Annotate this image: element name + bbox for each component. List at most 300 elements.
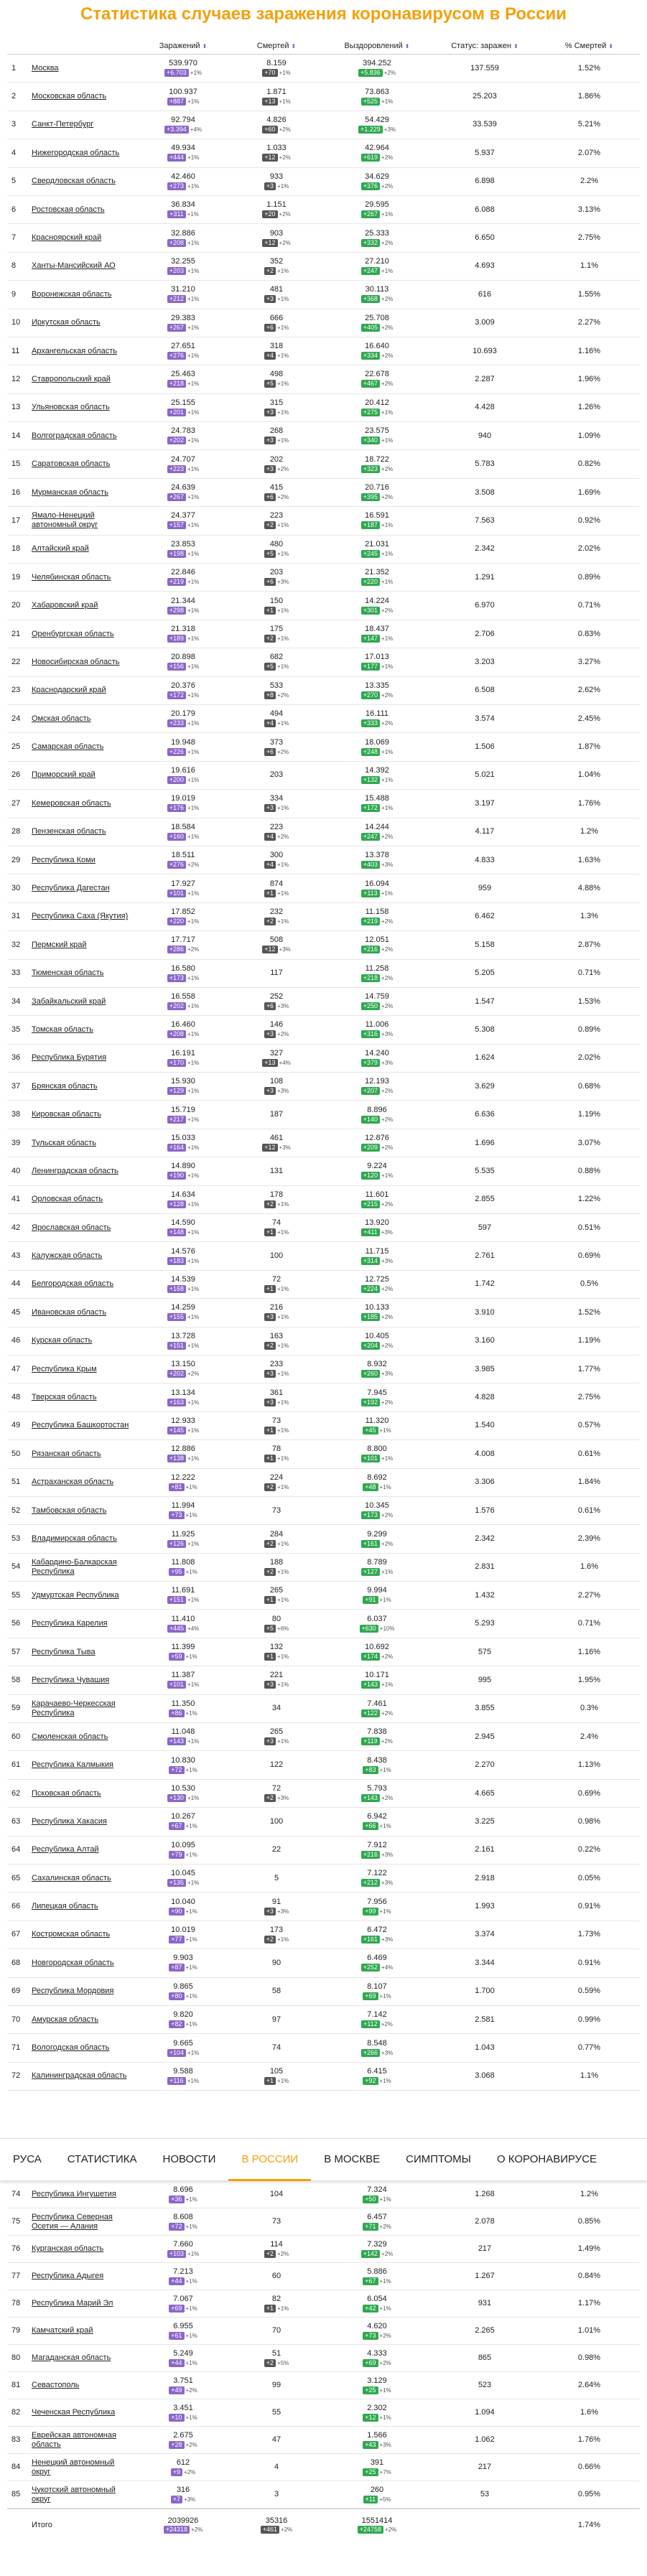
- region-link[interactable]: Калининградская область: [32, 2071, 127, 2081]
- header-infected[interactable]: [136, 42, 230, 50]
- infected-percent: +1%: [185, 1992, 197, 1999]
- region-link[interactable]: Тамбовская область: [32, 1506, 107, 1515]
- region-link[interactable]: Нижегородская область: [32, 148, 120, 157]
- recovered-value: 12.193: [365, 1077, 389, 1086]
- table-row: [7, 2318, 640, 2345]
- infected-value: 8.696: [173, 2185, 193, 2194]
- sort-arrows-icon[interactable]: ⬍: [404, 42, 410, 50]
- region-link[interactable]: Ставропольский край: [32, 374, 111, 383]
- infected-value: 16.460: [171, 1020, 195, 1030]
- mortality-cell: [539, 347, 640, 356]
- mortality-value: 0.57%: [577, 1421, 601, 1430]
- recovered-cell: [323, 851, 431, 869]
- infected-cell: [136, 1389, 230, 1407]
- deaths-delta-badge: +1: [264, 1427, 276, 1434]
- region-cell: [29, 2015, 136, 2025]
- region-link[interactable]: Хабаровский край: [32, 601, 98, 610]
- infected-delta-badge: +276: [167, 352, 186, 360]
- infected-delta-badge: +168: [167, 1285, 186, 1293]
- region-link[interactable]: Магаданская область: [32, 2353, 111, 2362]
- region-link[interactable]: Самарская область: [32, 742, 104, 752]
- active-value: 616: [478, 289, 492, 299]
- region-link[interactable]: Ростовская область: [32, 205, 105, 214]
- infected-percent: +1%: [187, 211, 199, 218]
- row-number-value: 50: [11, 1449, 21, 1458]
- row-number-value: 78: [11, 2299, 21, 2307]
- recovered-delta-badge: +71: [363, 2223, 378, 2231]
- recovered-value: 12.051: [365, 935, 389, 945]
- deaths-delta-badge: +1: [264, 890, 276, 897]
- recovered-delta-badge: +209: [361, 1144, 380, 1152]
- region-link[interactable]: Ярославская область: [32, 1223, 111, 1232]
- nav-item-4[interactable]: В МОСКВЕ: [324, 2153, 381, 2165]
- recovered-percent: +2%: [381, 1512, 394, 1519]
- sort-arrows-icon[interactable]: ⬍: [291, 42, 297, 50]
- infected-percent: +2%: [187, 946, 200, 953]
- region-cell: [29, 1450, 136, 1459]
- deaths-delta-badge: +20: [262, 210, 277, 218]
- deaths-delta-badge: +2: [264, 918, 276, 925]
- row-number-value: 81: [11, 2381, 21, 2389]
- region-link[interactable]: Томская область: [32, 1025, 93, 1034]
- active-cell: [431, 1874, 539, 1883]
- sort-arrows-icon[interactable]: ⬍: [202, 42, 208, 50]
- mortality-cell: [539, 2381, 640, 2390]
- infected-delta-badge: +220: [167, 918, 186, 925]
- deaths-value: 104: [269, 2190, 284, 2198]
- region-link[interactable]: Брянская область: [32, 1081, 98, 1091]
- infected-value: 32.886: [171, 228, 195, 238]
- table-row: [7, 196, 640, 224]
- region-link[interactable]: Республика Хакасия: [32, 1816, 107, 1826]
- infected-cell: [136, 1982, 230, 2001]
- region-link[interactable]: Алтайский край: [32, 544, 89, 554]
- mortality-cell: [539, 1789, 640, 1798]
- active-value: 2.945: [475, 1732, 495, 1741]
- row-number-value: 40: [11, 1166, 21, 1175]
- region-link[interactable]: Свердловская область: [32, 177, 116, 186]
- active-value: 217: [478, 2244, 492, 2253]
- row-number: [7, 92, 29, 101]
- infected-delta-badge: +148: [167, 1228, 186, 1236]
- region-link[interactable]: Красноярский край: [32, 233, 102, 243]
- infected-value: 13.150: [171, 1360, 195, 1369]
- deaths-value: 114: [270, 2239, 283, 2249]
- region-link[interactable]: Пензенская область: [32, 827, 106, 836]
- infected-value: 14.576: [171, 1246, 195, 1256]
- region-cell: [29, 1167, 136, 1176]
- deaths-percent: +1%: [277, 1483, 289, 1490]
- region-link[interactable]: Псковская область: [32, 1788, 101, 1798]
- region-link[interactable]: Астраханская область: [32, 1478, 114, 1487]
- region-link[interactable]: Кемеровская область: [32, 798, 111, 808]
- deaths-cell: [230, 2490, 323, 2499]
- region-link[interactable]: Вологодская область: [32, 2043, 110, 2053]
- region-link[interactable]: Республика Башкортостан: [32, 1421, 129, 1430]
- recovered-cell: [323, 285, 431, 304]
- infected-percent: +1%: [185, 1483, 197, 1490]
- infected-percent: +1%: [187, 1031, 200, 1038]
- region-link[interactable]: Амурская область: [32, 2015, 98, 2024]
- row-number: [7, 149, 29, 158]
- active-value: 3.225: [475, 1816, 495, 1826]
- mortality-cell: [539, 92, 640, 101]
- recovered-cell: [323, 1699, 431, 1718]
- region-link[interactable]: Ненецкий автономный округ: [32, 2458, 115, 2476]
- infected-value: 9.665: [173, 2038, 193, 2048]
- row-number: [7, 261, 29, 271]
- nav-item-3[interactable]: В РОССИИ: [228, 2138, 311, 2181]
- region-link[interactable]: Новгородская область: [32, 1958, 114, 1967]
- region-link[interactable]: Тюменская область: [32, 969, 104, 978]
- row-number-value: 16: [11, 487, 21, 497]
- recovered-value: 16.640: [365, 342, 389, 351]
- row-number: [7, 1789, 29, 1798]
- recovered-value: 7.912: [367, 1840, 387, 1849]
- recovered-delta-badge: +143: [361, 1794, 380, 1802]
- active-cell: [431, 488, 539, 498]
- region-link[interactable]: Рязанская область: [32, 1449, 101, 1458]
- region-link[interactable]: Смоленская область: [32, 1732, 108, 1741]
- active-cell: [431, 2043, 539, 2053]
- table-row: [7, 1412, 640, 1440]
- header-recovered[interactable]: [323, 42, 431, 50]
- mortality-value: 1.19%: [577, 1336, 601, 1345]
- region-link[interactable]: Республика Чувашия: [32, 1675, 110, 1684]
- infected-delta-badge: +233: [167, 719, 186, 727]
- region-link[interactable]: Ульяновская область: [32, 403, 110, 412]
- region-link[interactable]: Архангельская область: [32, 346, 117, 355]
- sort-arrows-icon[interactable]: ⬍: [513, 42, 518, 50]
- infected-delta-badge: +28: [169, 2441, 184, 2449]
- region-link[interactable]: Республика Калмыкия: [32, 1760, 113, 1770]
- region-link[interactable]: Республика Тыва: [32, 1647, 96, 1656]
- active-value: 1.267: [475, 2272, 495, 2280]
- region-link[interactable]: Республика Бурятия: [32, 1053, 107, 1063]
- deaths-delta-badge: +1: [264, 607, 276, 615]
- mortality-cell: [539, 544, 640, 554]
- region-link[interactable]: Республика Саха (Якутия): [32, 912, 129, 921]
- table-row: [7, 2236, 640, 2263]
- mortality-value: 1.52%: [577, 1307, 601, 1317]
- recovered-value: 4.333: [367, 2348, 387, 2358]
- active-value: 33.539: [473, 120, 497, 129]
- recovered-cell: [323, 1926, 431, 1944]
- region-link[interactable]: Краснодарский край: [32, 686, 106, 695]
- mortality-value: 2.64%: [577, 2381, 601, 2389]
- recovered-value: 9.299: [367, 1529, 387, 1539]
- mortality-cell: [539, 2299, 640, 2308]
- deaths-cell: [230, 1251, 323, 1261]
- active-cell: [431, 884, 539, 893]
- mortality-value: 1.52%: [577, 63, 601, 73]
- mortality-value: 0.51%: [577, 1223, 601, 1232]
- recovered-value: 16.591: [365, 511, 389, 521]
- region-cell: [29, 714, 136, 724]
- infected-percent: +1%: [185, 1936, 197, 1943]
- deaths-percent: +2%: [279, 239, 291, 246]
- recovered-percent: +1%: [379, 2077, 391, 2084]
- infected-cell: [136, 625, 230, 643]
- infected-delta-badge: +151: [167, 1342, 186, 1350]
- infected-delta-badge: +101: [167, 1681, 186, 1689]
- active-cell: [431, 997, 539, 1007]
- recovered-cell: [323, 1643, 431, 1661]
- infected-delta-badge: +143: [167, 1737, 186, 1745]
- active-cell: [431, 686, 539, 695]
- region-link[interactable]: Орловская область: [32, 1195, 103, 1204]
- table-row: [7, 1638, 640, 1666]
- region-link[interactable]: Сахалинская область: [32, 1873, 111, 1882]
- mortality-cell: [539, 1760, 640, 1770]
- active-value: 5.308: [475, 1025, 495, 1034]
- recovered-value: 18.722: [365, 454, 389, 464]
- recovered-value: 8.789: [367, 1557, 387, 1567]
- mortality-value: 0.3%: [579, 1704, 599, 1713]
- recovered-cell: [323, 1417, 431, 1435]
- row-number: [7, 403, 29, 412]
- recovered-percent: +2%: [381, 833, 394, 840]
- region-link[interactable]: Карачаево-Черкесская Республика: [32, 1699, 116, 1717]
- region-link[interactable]: Воронежская область: [32, 289, 112, 299]
- region-link[interactable]: Калужская область: [32, 1251, 103, 1261]
- row-number-value: 47: [11, 1364, 21, 1373]
- active-cell: [431, 1251, 539, 1261]
- region-link[interactable]: Ханты-Мансийский АО: [32, 261, 116, 271]
- region-link[interactable]: Костромская область: [32, 1930, 111, 1939]
- region-link[interactable]: Республика Ингушетия: [32, 2190, 116, 2198]
- region-link[interactable]: Удмуртская Республика: [32, 1590, 119, 1600]
- row-number: [7, 177, 29, 186]
- mortality-cell: [539, 658, 640, 667]
- row-number: [7, 658, 29, 667]
- infected-value: 22.846: [171, 568, 195, 577]
- region-link[interactable]: Тульская область: [32, 1138, 96, 1147]
- infected-percent: +1%: [187, 1342, 200, 1349]
- active-value: 1.291: [475, 572, 495, 582]
- recovered-percent: +1%: [381, 267, 394, 274]
- mortality-cell: [539, 2408, 640, 2417]
- recovered-cell: [323, 172, 431, 191]
- region-link[interactable]: Республика Дагестан: [32, 884, 110, 893]
- region-link[interactable]: Республика Северная Осетия — Алания: [32, 2212, 113, 2231]
- infected-value: 6.955: [173, 2321, 193, 2330]
- region-link[interactable]: Республика Крым: [32, 1364, 97, 1373]
- deaths-delta-badge: +12: [262, 239, 277, 247]
- deaths-percent: +1%: [277, 1229, 289, 1236]
- recovered-delta-badge: +252: [361, 1964, 380, 1971]
- infected-cell: [136, 1162, 230, 1180]
- infected-cell: [136, 681, 230, 700]
- active-cell: [431, 630, 539, 639]
- infected-percent: +1%: [187, 437, 200, 444]
- deaths-delta-badge: +13: [262, 1059, 277, 1067]
- region-link[interactable]: Ямало-Ненецкий автономный округ: [32, 511, 98, 530]
- row-number: [7, 1421, 29, 1430]
- active-cell: [431, 1025, 539, 1035]
- nav-item-0[interactable]: РУСА: [13, 2153, 42, 2165]
- header-active[interactable]: [431, 42, 539, 50]
- recovered-value: 6.472: [367, 1925, 387, 1934]
- region-link[interactable]: Приморский край: [32, 770, 96, 780]
- recovered-delta-badge: +215: [361, 1200, 380, 1208]
- region-link[interactable]: Оренбургская область: [32, 629, 114, 638]
- region-link[interactable]: Волгоградская область: [32, 431, 117, 440]
- mortality-cell: [539, 1450, 640, 1459]
- recovered-value: 394.252: [363, 59, 391, 68]
- recovered-delta-badge: +119: [361, 1737, 380, 1745]
- nav-item-1[interactable]: СТАТИСТИКА: [67, 2153, 137, 2165]
- table-row: [7, 1469, 640, 1497]
- row-number: [7, 2043, 29, 2053]
- region-link[interactable]: Курганская область: [32, 2244, 104, 2253]
- header-deaths[interactable]: [230, 42, 323, 50]
- total-infected-value: 2039926: [167, 2516, 199, 2525]
- deaths-value: 178: [269, 1190, 284, 1199]
- infected-percent: +2%: [191, 2526, 203, 2533]
- region-link[interactable]: Республика Мордовия: [32, 1987, 114, 1996]
- region-link[interactable]: Пермский край: [32, 940, 87, 949]
- header-mortality[interactable]: [539, 42, 640, 50]
- deaths-cell: [230, 1020, 323, 1039]
- region-link[interactable]: Ленинградская область: [32, 1166, 118, 1175]
- region-link[interactable]: Чеченская Республика: [32, 2408, 116, 2417]
- row-number: [7, 1053, 29, 1063]
- region-link[interactable]: Забайкальский край: [32, 997, 106, 1006]
- infected-delta-badge: +130: [167, 1794, 186, 1802]
- region-cell: [29, 1082, 136, 1091]
- deaths-cell: [230, 398, 323, 417]
- table-row: [7, 1440, 640, 1468]
- mortality-value: 1.3%: [579, 912, 599, 921]
- row-number-value: 57: [11, 1647, 21, 1656]
- recovered-percent: +1%: [379, 1823, 391, 1830]
- region-link[interactable]: Республика Адыгея: [32, 2272, 104, 2280]
- deaths-percent: +1%: [279, 98, 291, 105]
- mortality-cell: [539, 2463, 640, 2472]
- nav-item-5[interactable]: СИМПТОМЫ: [406, 2153, 471, 2165]
- table-row: [7, 564, 640, 592]
- region-link[interactable]: Новосибирская область: [32, 657, 120, 666]
- region-link[interactable]: Омская область: [32, 714, 91, 723]
- infected-percent: +1%: [187, 494, 200, 501]
- recovered-delta-badge: +216: [361, 1851, 380, 1859]
- mortality-value: 0.91%: [577, 1902, 601, 1911]
- infected-percent: +1%: [187, 1455, 200, 1462]
- region-link[interactable]: Челябинская область: [32, 572, 111, 582]
- region-link[interactable]: Московская область: [32, 92, 107, 101]
- nav-item-2[interactable]: НОВОСТИ: [162, 2153, 216, 2165]
- table-row: [7, 1129, 640, 1157]
- region-link[interactable]: Курская область: [32, 1336, 93, 1345]
- region-link[interactable]: Еврейская автономная область: [32, 2430, 116, 2449]
- region-cell: [29, 92, 136, 101]
- row-number: [7, 1534, 29, 1544]
- recovered-value: 22.678: [365, 370, 389, 379]
- region-cell: [29, 2299, 136, 2308]
- recovered-percent: +1%: [379, 1908, 391, 1915]
- mortality-cell: [539, 1110, 640, 1119]
- infected-delta-badge: +189: [167, 635, 186, 643]
- row-number-value: 65: [11, 1873, 21, 1882]
- recovered-value: 10.133: [365, 1303, 389, 1312]
- region-link[interactable]: Тверская область: [32, 1393, 97, 1402]
- infected-percent: +1%: [187, 635, 200, 642]
- infected-delta-badge: +3.394: [164, 126, 189, 134]
- sort-arrows-icon[interactable]: ⬍: [608, 42, 614, 50]
- table-row: [7, 790, 640, 818]
- region-link[interactable]: Ивановская область: [32, 1307, 107, 1317]
- active-value: 5.158: [475, 940, 495, 949]
- region-link[interactable]: Республика Коми: [32, 855, 96, 864]
- deaths-delta-badge: +6: [264, 578, 276, 586]
- row-number: [7, 1760, 29, 1770]
- region-link[interactable]: Республика Марий Эл: [32, 2299, 113, 2307]
- infected-cell: [136, 1586, 230, 1605]
- region-cell: [29, 1421, 136, 1430]
- region-link[interactable]: Мурманская область: [32, 487, 108, 497]
- region-link[interactable]: Чукотский автономный округ: [32, 2485, 116, 2503]
- recovered-percent: +2%: [379, 2223, 391, 2230]
- deaths-delta-badge: +4: [264, 719, 276, 727]
- mortality-value: 1.76%: [577, 2435, 601, 2444]
- region-link[interactable]: Кировская область: [32, 1110, 101, 1119]
- mortality-cell: [539, 2490, 640, 2499]
- region-link[interactable]: Иркутская область: [32, 318, 101, 327]
- region-link[interactable]: Липецкая область: [32, 1902, 98, 1911]
- recovered-delta-badge: +376: [361, 182, 380, 190]
- infected-cell: [136, 483, 230, 502]
- active-cell: [431, 2408, 539, 2417]
- row-number: [7, 1874, 29, 1883]
- active-value: 1.540: [475, 1421, 495, 1430]
- region-cell: [29, 2213, 136, 2231]
- deaths-cell: [230, 314, 323, 332]
- recovered-cell: [323, 625, 431, 643]
- region-link[interactable]: Республика Алтай: [32, 1845, 99, 1854]
- deaths-delta-badge: +70: [262, 69, 277, 77]
- active-value: 53: [480, 2490, 490, 2498]
- deaths-cell: [230, 2190, 323, 2199]
- infected-cell: [136, 935, 230, 954]
- active-value: 931: [478, 2299, 492, 2307]
- region-link[interactable]: Саратовская область: [32, 459, 111, 469]
- region-link[interactable]: Владимирская область: [32, 1534, 117, 1543]
- region-cell: [29, 1478, 136, 1487]
- region-link[interactable]: Кабардино-Балкарская Республика: [32, 1557, 117, 1576]
- region-cell: [29, 2458, 136, 2477]
- region-link[interactable]: Москва: [32, 63, 59, 73]
- active-value: 4.665: [475, 1788, 495, 1798]
- region-link[interactable]: Республика Карелия: [32, 1619, 108, 1628]
- infected-delta-badge: +81: [169, 1483, 184, 1491]
- deaths-percent: +2%: [277, 494, 289, 501]
- region-link[interactable]: Камчатский край: [32, 2326, 93, 2335]
- deaths-percent: +1%: [277, 1681, 289, 1689]
- mortality-value: 1.22%: [577, 1195, 601, 1204]
- region-link[interactable]: Белгородская область: [32, 1279, 114, 1289]
- nav-item-6[interactable]: О КОРОНАВИРУСЕ: [496, 2153, 597, 2165]
- deaths-cell: [230, 1530, 323, 1549]
- infected-value: 14.590: [171, 1218, 195, 1228]
- mortality-cell: [539, 2217, 640, 2226]
- infected-delta-badge: +276: [167, 861, 186, 869]
- region-link[interactable]: Санкт-Петербург: [32, 120, 94, 129]
- region-link[interactable]: Севастополь: [32, 2381, 80, 2389]
- mortality-value: 0.99%: [577, 2015, 601, 2024]
- recovered-percent: +2%: [381, 2250, 394, 2257]
- deaths-percent: +1%: [277, 182, 289, 190]
